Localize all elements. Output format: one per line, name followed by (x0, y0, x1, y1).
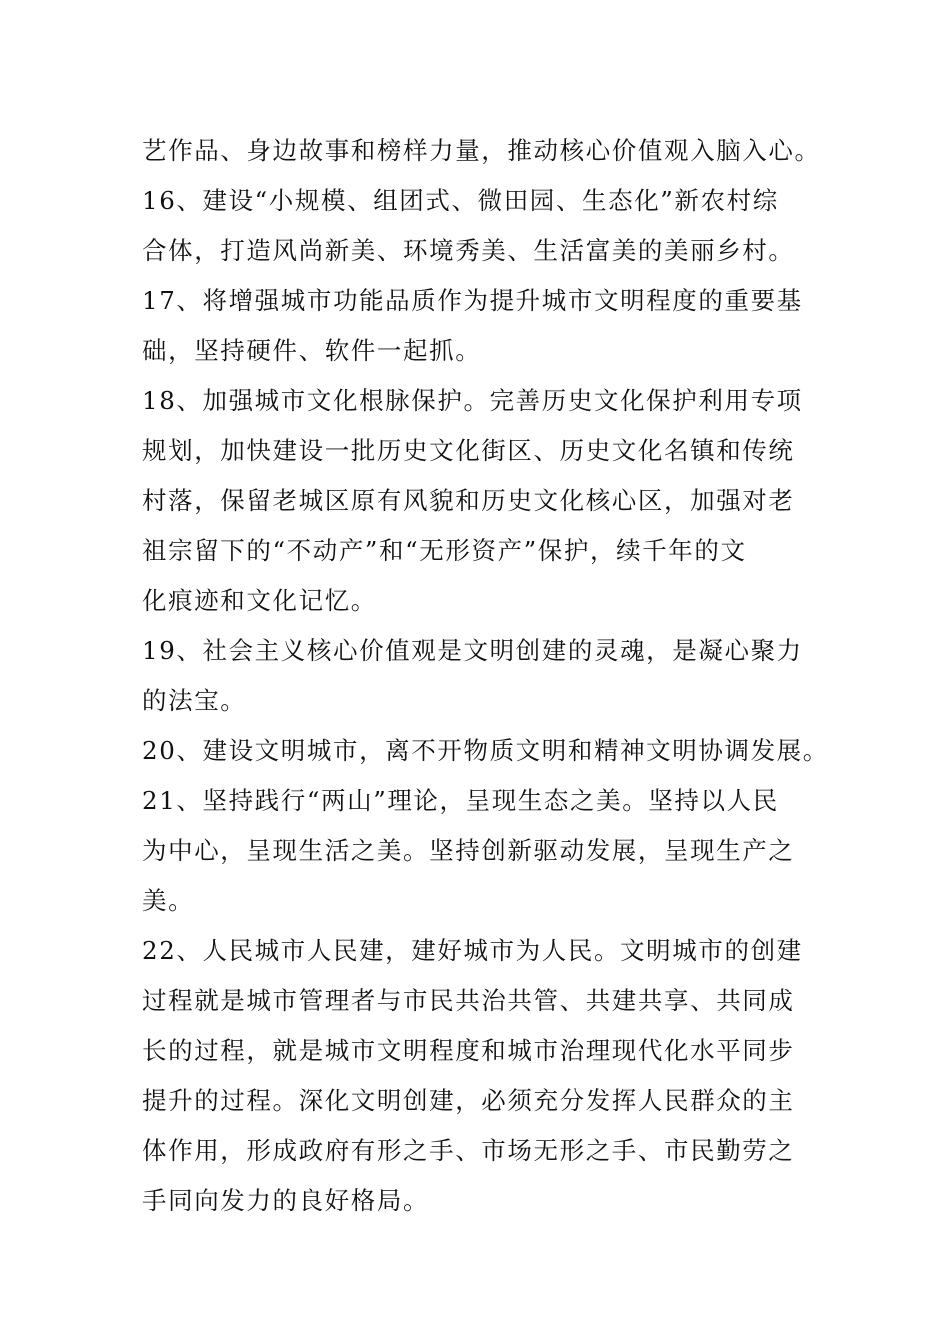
text-line: 合体，打造风尚新美、环境秀美、生活富美的美丽乡村。 (142, 236, 795, 265)
text-line: 21、坚持践行“两山”理论，呈现生态之美。坚持以人民 (142, 786, 779, 815)
text-line: 17、将增强城市功能品质作为提升城市文明程度的重要基 (142, 286, 803, 315)
text-line: 祖宗留下的“不动产”和“无形资产”保护，续千年的文 (142, 536, 747, 565)
text-line: 艺作品、身边故事和榜样力量，推动核心价值观入脑入心。 (142, 136, 821, 165)
text-line: 19、社会主义核心价值观是文明创建的灵魂，是凝心聚力 (142, 636, 803, 665)
text-line: 础，坚持硬件、软件一起抓。 (142, 336, 482, 365)
text-line: 长的过程，就是城市文明程度和城市治理现代化水平同步 (142, 1036, 795, 1065)
document-body (142, 126, 829, 1226)
text-line: 为中心，呈现生活之美。坚持创新驱动发展，呈现生产之 (142, 836, 795, 865)
text-line: 20、建设文明城市，离不开物质文明和精神文明协调发展。 (142, 736, 829, 765)
text-line: 美。 (142, 886, 195, 915)
text-line: 村落，保留老城区原有风貌和历史文化核心区，加强对老 (142, 486, 795, 515)
text-line: 提升的过程。深化文明创建，必须充分发挥人民群众的主 (142, 1086, 795, 1115)
text-line: 化痕迹和文化记忆。 (142, 586, 377, 615)
text-line: 过程就是城市管理者与市民共治共管、共建共享、共同成 (142, 986, 795, 1015)
text-line: 的法宝。 (142, 686, 247, 715)
text-line: 体作用，形成政府有形之手、市场无形之手、市民勤劳之 (142, 1136, 795, 1165)
text-line: 18、加强城市文化根脉保护。完善历史文化保护利用专项 (142, 386, 803, 415)
text-line: 手同向发力的良好格局。 (142, 1186, 430, 1215)
text-line: 16、建设“小规模、组团式、微田园、生态化”新农村综 (142, 186, 779, 215)
text-line: 规划，加快建设一批历史文化街区、历史文化名镇和传统 (142, 436, 795, 465)
text-line: 22、人民城市人民建，建好城市为人民。文明城市的创建 (142, 936, 803, 965)
